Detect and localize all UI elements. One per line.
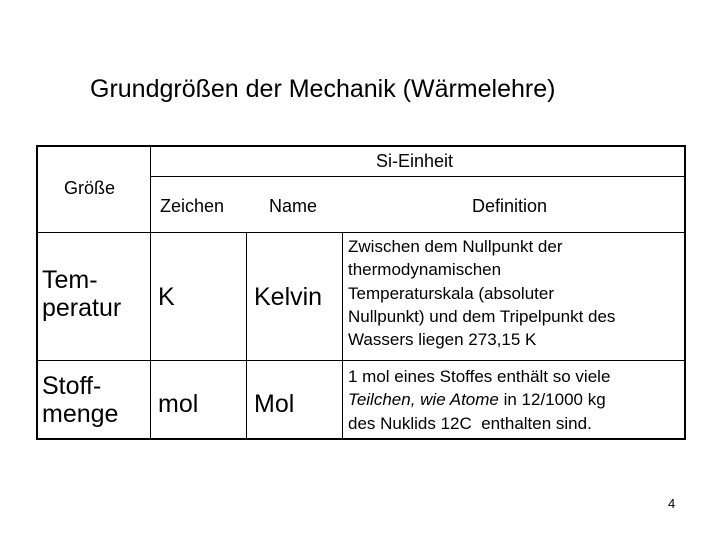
header-groesse: Größe xyxy=(64,178,116,198)
definition-line: Zwischen dem Nullpunkt der xyxy=(348,237,563,256)
header-zeichen: Zeichen xyxy=(160,196,225,216)
groesse-line: Tem- xyxy=(42,266,98,294)
table-row-temperatur-definition xyxy=(348,235,615,351)
definition-line: thermodynamischen xyxy=(348,260,502,280)
row-divider xyxy=(36,360,686,361)
groesse-line: menge xyxy=(42,400,119,428)
definition-line: Wassers liegen 273,15 K xyxy=(348,330,537,350)
table-border-bottom xyxy=(36,438,686,440)
definition-line: 1 mol eines Stoffes enthält so viele xyxy=(348,367,611,386)
slide-title: Grundgrößen der Mechanik (Wärmelehre) xyxy=(90,75,556,103)
column-divider-groesse xyxy=(150,145,151,440)
table-row-stoffmenge-groesse xyxy=(42,372,118,428)
definition-line: Temperaturskala (absoluter xyxy=(348,283,554,303)
table-row-temperatur-name: Kelvin xyxy=(254,283,323,311)
table-border-left xyxy=(36,145,38,440)
table-row-temperatur-zeichen: K xyxy=(158,283,175,311)
table-row-stoffmenge-definition xyxy=(348,365,610,435)
groesse-line: Stoff- xyxy=(42,372,102,400)
column-divider-zeichen xyxy=(246,232,247,440)
table-border-top xyxy=(36,145,686,147)
page-number: 4 xyxy=(668,496,676,511)
table-row-temperatur-groesse xyxy=(42,266,121,322)
table-row-stoffmenge-name: Mol xyxy=(254,390,295,418)
column-divider-name xyxy=(342,232,343,440)
header-name: Name xyxy=(269,196,318,216)
definition-italic-text: Teilchen, wie Atome xyxy=(348,390,499,410)
definition-text: in 12/1000 kg xyxy=(498,390,606,410)
definition-line: des Nuklids 12C enthalten sind. xyxy=(348,413,592,433)
header-row-divider xyxy=(36,232,686,233)
table-border-right xyxy=(684,145,686,440)
header-si-einheit: Si-Einheit xyxy=(376,151,454,171)
si-band-divider xyxy=(150,176,686,177)
header-definition: Definition xyxy=(472,196,548,216)
si-units-table xyxy=(36,145,686,440)
groesse-line: peratur xyxy=(42,294,122,322)
table-row-stoffmenge-zeichen: mol xyxy=(158,390,199,418)
definition-line: Nullpunkt) und dem Tripelpunkt des xyxy=(348,306,616,326)
definition-line xyxy=(348,388,610,411)
